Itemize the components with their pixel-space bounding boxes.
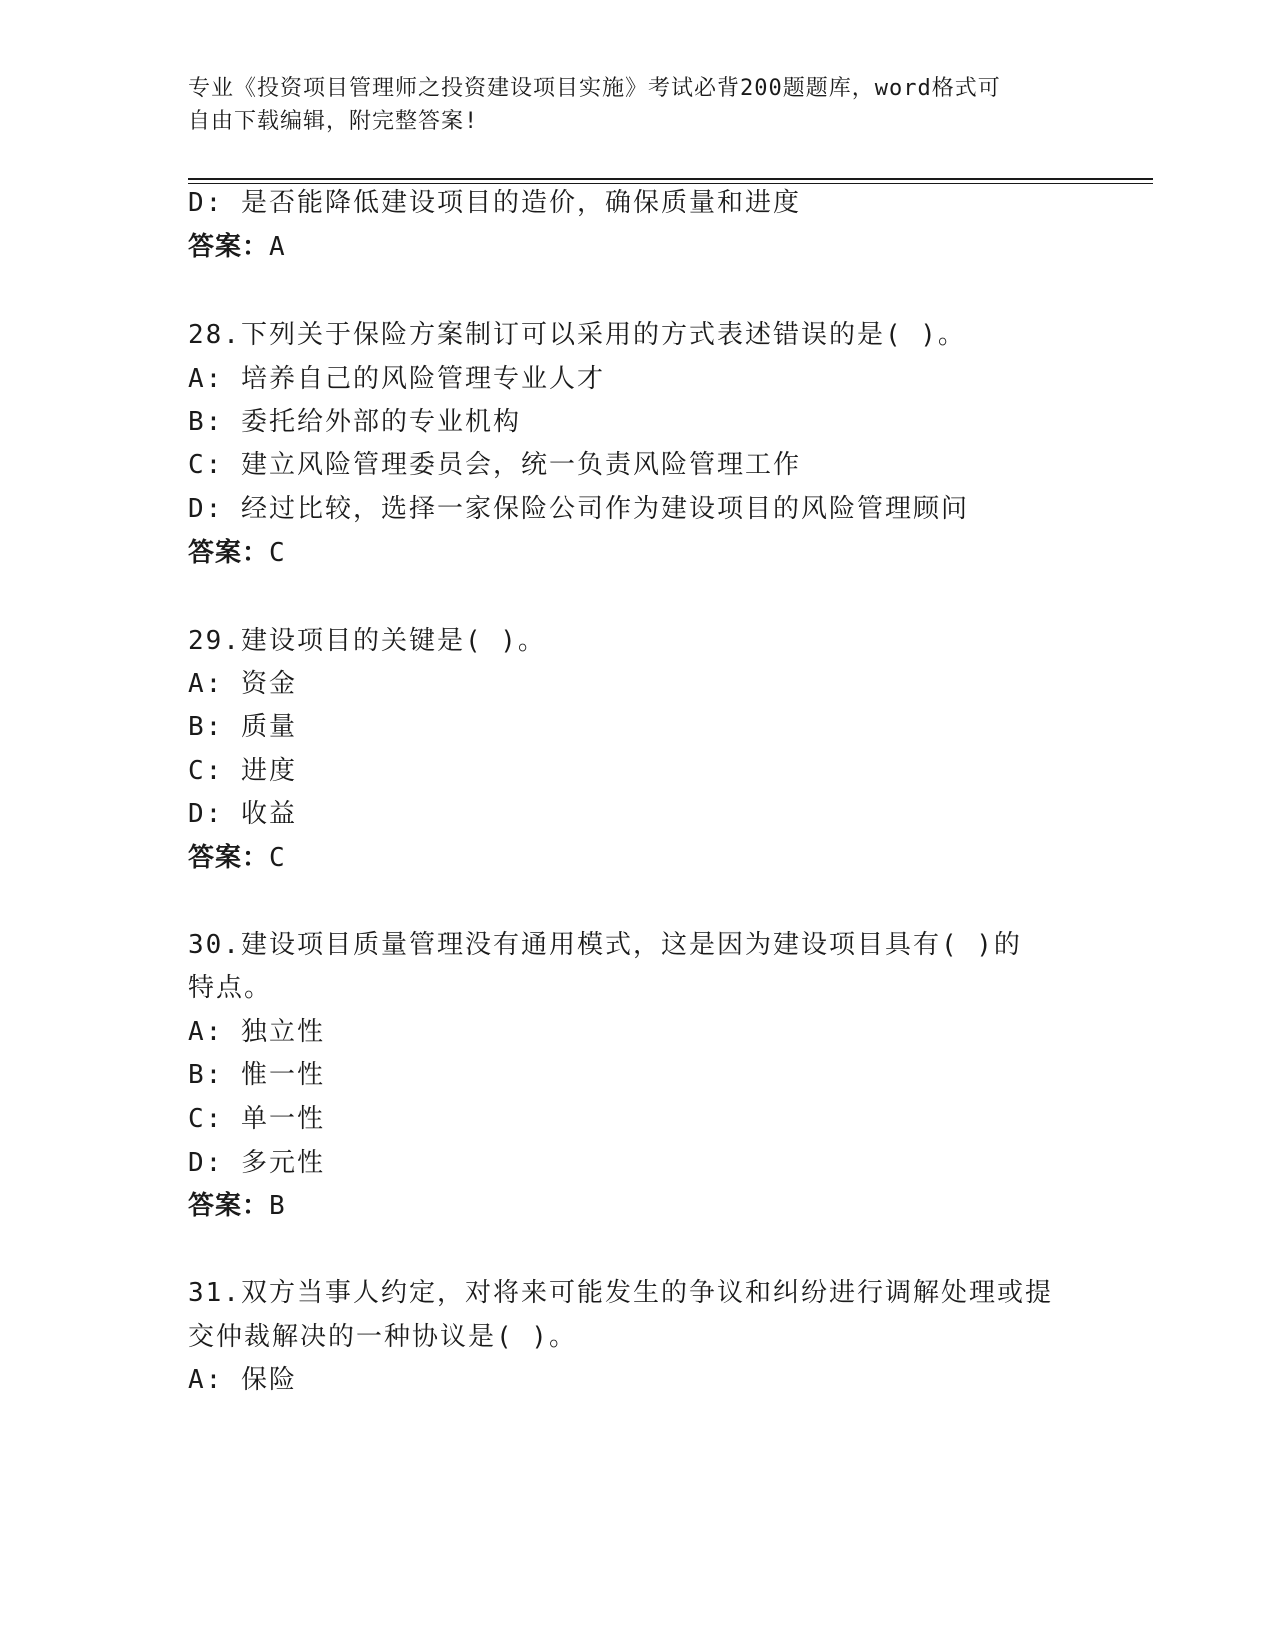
answer-value: C (269, 538, 286, 568)
q30-option-c: C: 单一性 (188, 1104, 325, 1134)
q28-option-a: A: 培养自己的风险管理专业人才 (188, 364, 605, 394)
q31-stem-line-1: 31.双方当事人约定，对将来可能发生的争议和纠纷进行调解处理或提 (188, 1278, 1053, 1308)
q30-option-b: B: 惟一性 (188, 1060, 325, 1090)
q28-option-d: D: 经过比较，选择一家保险公司作为建设项目的风险管理顾问 (188, 494, 969, 524)
q30-answer (188, 1189, 1088, 1223)
q29-option-d: D: 收益 (188, 799, 297, 829)
q29-answer (188, 841, 1088, 875)
q28-stem: 28.下列关于保险方案制订可以采用的方式表述错误的是( )。 (188, 320, 966, 350)
q30-stem-line-2: 特点。 (188, 973, 273, 1003)
q30-option-a: A: 独立性 (188, 1017, 325, 1047)
document-header (188, 72, 1068, 138)
q29-option-a: A: 资金 (188, 669, 297, 699)
q28-answer (188, 536, 1088, 570)
q27-option-d: D: 是否能降低建设项目的造价，确保质量和进度 (188, 188, 801, 218)
header-divider-thick (188, 178, 1153, 180)
q31-stem-line-2: 交仲裁解决的一种协议是( )。 (188, 1322, 577, 1352)
q28-option-c: C: 建立风险管理委员会，统一负责风险管理工作 (188, 450, 801, 480)
header-divider-thin (188, 183, 1153, 184)
q29-option-c: C: 进度 (188, 756, 297, 786)
answer-value: A (269, 232, 286, 262)
answer-label: 答案： (188, 232, 270, 262)
q27-answer (188, 230, 1088, 264)
answer-value: C (269, 843, 286, 873)
q29-option-b: B: 质量 (188, 712, 297, 742)
q30-stem-line-1: 30.建设项目质量管理没有通用模式，这是因为建设项目具有( )的 (188, 930, 1022, 960)
q29-stem: 29.建设项目的关键是( )。 (188, 626, 546, 656)
answer-value: B (269, 1191, 286, 1221)
answer-label: 答案： (188, 538, 270, 568)
q30-option-d: D: 多元性 (188, 1148, 325, 1178)
q31-option-a: A: 保险 (188, 1365, 297, 1395)
answer-label: 答案： (188, 1191, 270, 1221)
q28-option-b: B: 委托给外部的专业机构 (188, 407, 521, 437)
header-line-2: 自由下载编辑，附完整答案! (188, 109, 479, 134)
header-line-1: 专业《投资项目管理师之投资建设项目实施》考试必背200题题库，word格式可 (188, 76, 1001, 101)
answer-label: 答案： (188, 843, 270, 873)
